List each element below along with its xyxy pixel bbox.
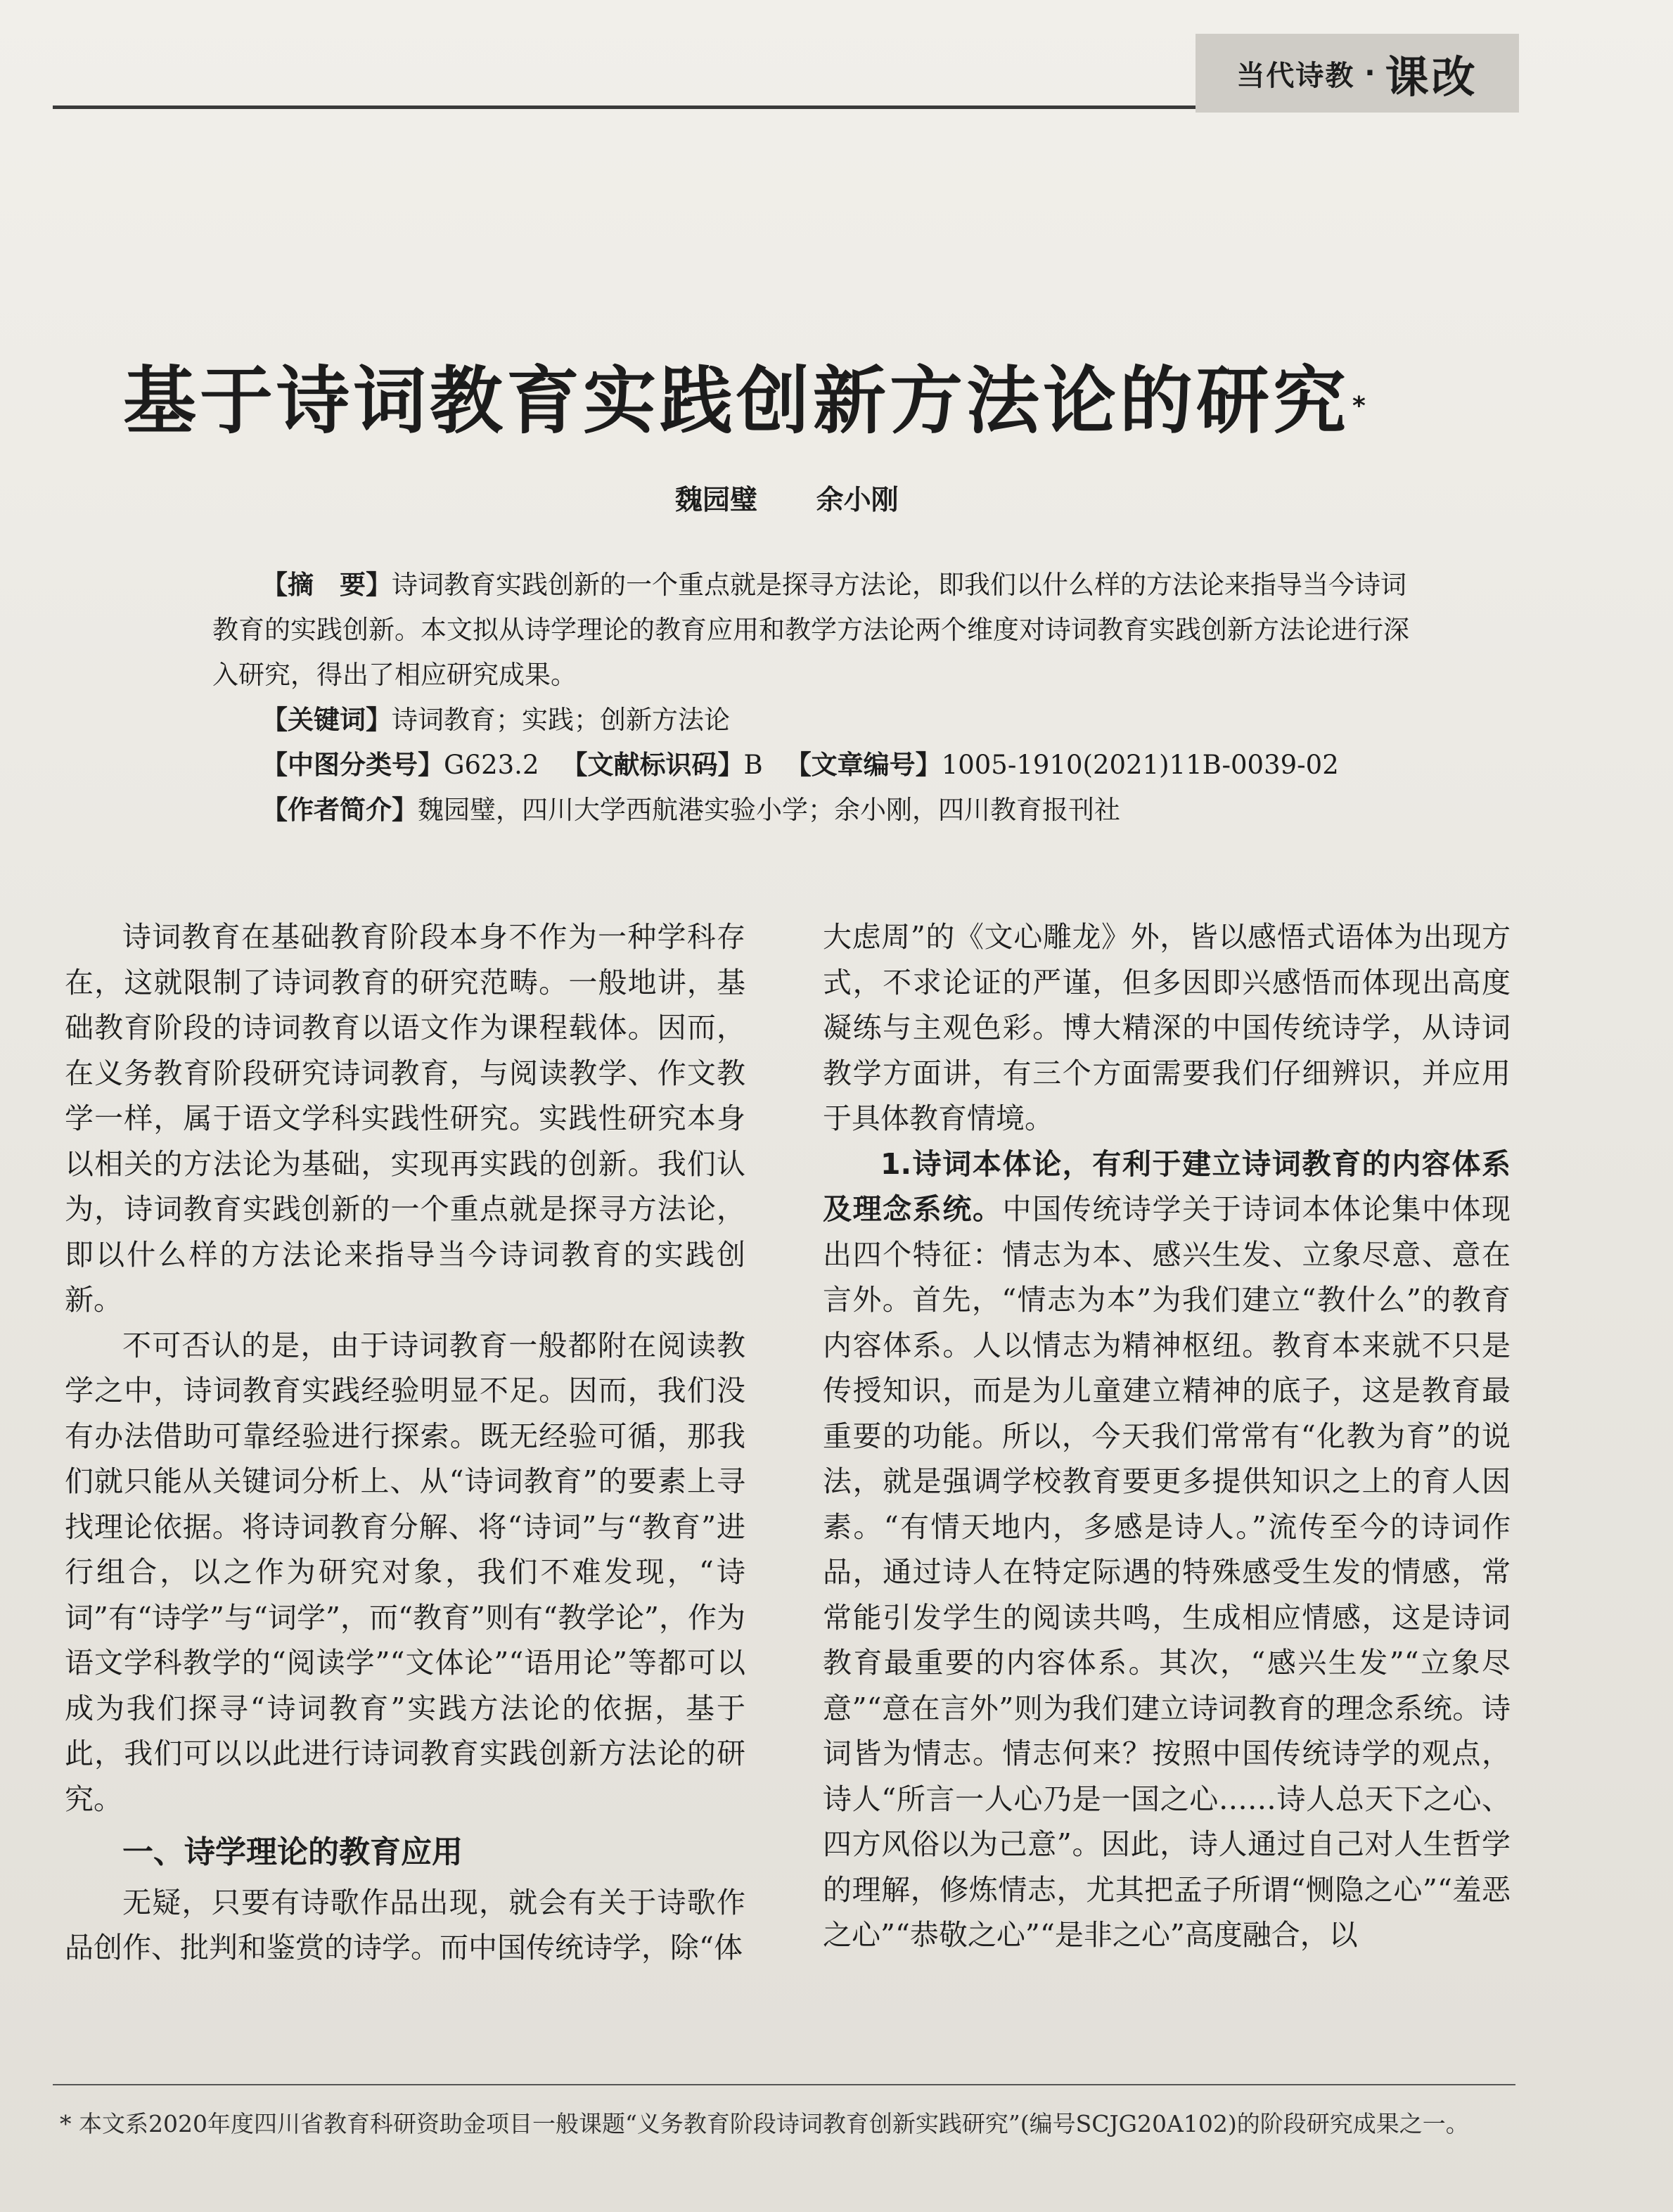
author-2: 余小刚	[816, 485, 899, 516]
clc-label: 【中图分类号】	[262, 750, 444, 780]
keywords-line	[212, 698, 1422, 743]
left-paragraph-2: 不可否认的是，由于诗词教育一般都附在阅读教学之中，诗词教育实践经验明显不足。因而，我们没有办法借助可靠经验进行探索。既无经验可循，那我们就只能从关键词分析上、从“诗词教育”的要素上寻找理论依据。将诗词教育分解、将“诗词”与“教育”进行组合，以之作为研究对象，我们不难发现，“诗词”有“诗学”与“词学”，而“教育”则有“教学论”，作为语文学科教学的“阅读学”“文体论”“语用论”等都可以成为我们探寻“诗词教育”实践方法论的依据，基于此，我们可以以此进行诗词教育实践创新方法论的研究。	[65, 1328, 745, 1816]
abstract-text: 诗词教育实践创新的一个重点就是探寻方法论，即我们以什么样的方法论来指导当今诗词教育的实践创新。本文拟从诗学理论的教育应用和教学方法论两个维度对诗词教育实践创新方法论进行深入研究，得出了相应研究成果。	[212, 570, 1409, 690]
footnote-text: 本文系2020年度四川省教育科研资助金项目一般课题“义务教育阶段诗词教育创新实践研究”(编号SCJG20A102)的阶段研究成果之一。	[79, 2110, 1469, 2137]
article-number-value: 1005-1910(2021)11B-0039-02	[941, 750, 1339, 780]
header-rule	[53, 106, 1199, 109]
section-heading-1: 一、诗学理论的教育应用	[122, 1834, 463, 1870]
doc-code-value: B	[743, 750, 763, 780]
doc-code-label: 【文献标识码】	[561, 750, 744, 780]
left-column	[65, 914, 745, 1971]
abstract-block	[212, 563, 1422, 833]
classification-line	[212, 743, 1422, 788]
author-1: 魏园璧	[675, 485, 758, 516]
author-intro-text: 魏园璧，四川大学西航港实验小学；余小刚，四川教育报刊社	[418, 795, 1120, 825]
keywords-label: 【关键词】	[262, 705, 392, 735]
subsection-heading-1: 1.诗词本体论，有利于建立诗词教育的内容体系及理念系统。	[823, 1146, 1511, 1226]
column-tag-dot: ·	[1364, 57, 1376, 89]
left-paragraph-3: 无疑，只要有诗歌作品出现，就会有关于诗歌作品创作、批判和鉴赏的诗学。而中国传统诗学，除“体	[65, 1885, 745, 1964]
column-tag	[1196, 34, 1519, 113]
article-number-label: 【文章编号】	[785, 750, 942, 780]
left-paragraph-1: 诗词教育在基础教育阶段本身不作为一种学科存在，这就限制了诗词教育的研究范畴。一般地讲，基础教育阶段的诗词教育以语文作为课程载体。因而，在义务教育阶段研究诗词教育，与阅读教学、作文教学一样，属于语文学科实践性研究。实践性研究本身以相关的方法论为基础，实现再实践的创新。我们认为，诗词教育实践创新的一个重点就是探寻方法论，即以什么样的方法论来指导当今诗词教育的实践创新。	[65, 920, 745, 1317]
right-paragraph-2-text: 中国传统诗学关于诗词本体论集中体现出四个特征：情志为本、感兴生发、立象尽意、意在言外。首先，“情志为本”为我们建立“教什么”的教育内容体系。人以情志为精神枢纽。教育本来就不只是传授知识，而是为儿童建立精神的底子，这是教育最重要的功能。所以，今天我们常常有“化教为育”的说法，就是强调学校教育要更多提供知识之上的育人因素。“有情天地内，多感是诗人。”流传至今的诗词作品，通过诗人在特定际遇的特殊感受生发的情感，常常能引发学生的阅读共鸣，生成相应情感，这是诗词教育最重要的内容体系。其次，“感兴生发”“立象尽意”“意在言外”则为我们建立诗词教育的理念系统。诗词皆为情志。情志何来？按照中国传统诗学的观点，诗人“所言一人心乃是一国之心……诗人总天下之心、四方风俗以为己意”。因此，诗人通过自己对人生哲学的理解，修炼情志，尤其把孟子所谓“恻隐之心”“羞恶之心”“恭敬之心”“是非之心”高度融合，以	[823, 1192, 1511, 1952]
footnote-rule	[53, 2084, 1515, 2085]
footnote	[60, 2104, 1508, 2144]
footnote-mark: *	[60, 2110, 72, 2137]
clc-value: G623.2	[444, 750, 539, 780]
author-intro-label: 【作者简介】	[262, 795, 418, 825]
keywords-text: 诗词教育；实践；创新方法论	[392, 705, 730, 735]
article-title	[123, 355, 1530, 447]
right-paragraph-2	[823, 1142, 1511, 1958]
column-tag-big: 课改	[1385, 51, 1478, 103]
column-tag-small: 当代诗教	[1236, 59, 1355, 92]
author-intro-line	[212, 788, 1422, 833]
right-paragraph-1: 大虑周”的《文心雕龙》外，皆以感悟式语体为出现方式，不求论证的严谨，但多因即兴感悟而体现出高度凝练与主观色彩。博大精深的中国传统诗学，从诗词教学方面讲，有三个方面需要我们仔细辨识，并应用于具体教育情境。	[823, 920, 1511, 1135]
right-column	[823, 914, 1511, 1958]
abstract-label: 【摘 要】	[262, 570, 392, 600]
title-footnote-mark: *	[1352, 392, 1369, 421]
article-title-text: 基于诗词教育实践创新方法论的研究	[123, 358, 1350, 444]
authors	[675, 478, 948, 518]
abstract	[212, 563, 1422, 698]
